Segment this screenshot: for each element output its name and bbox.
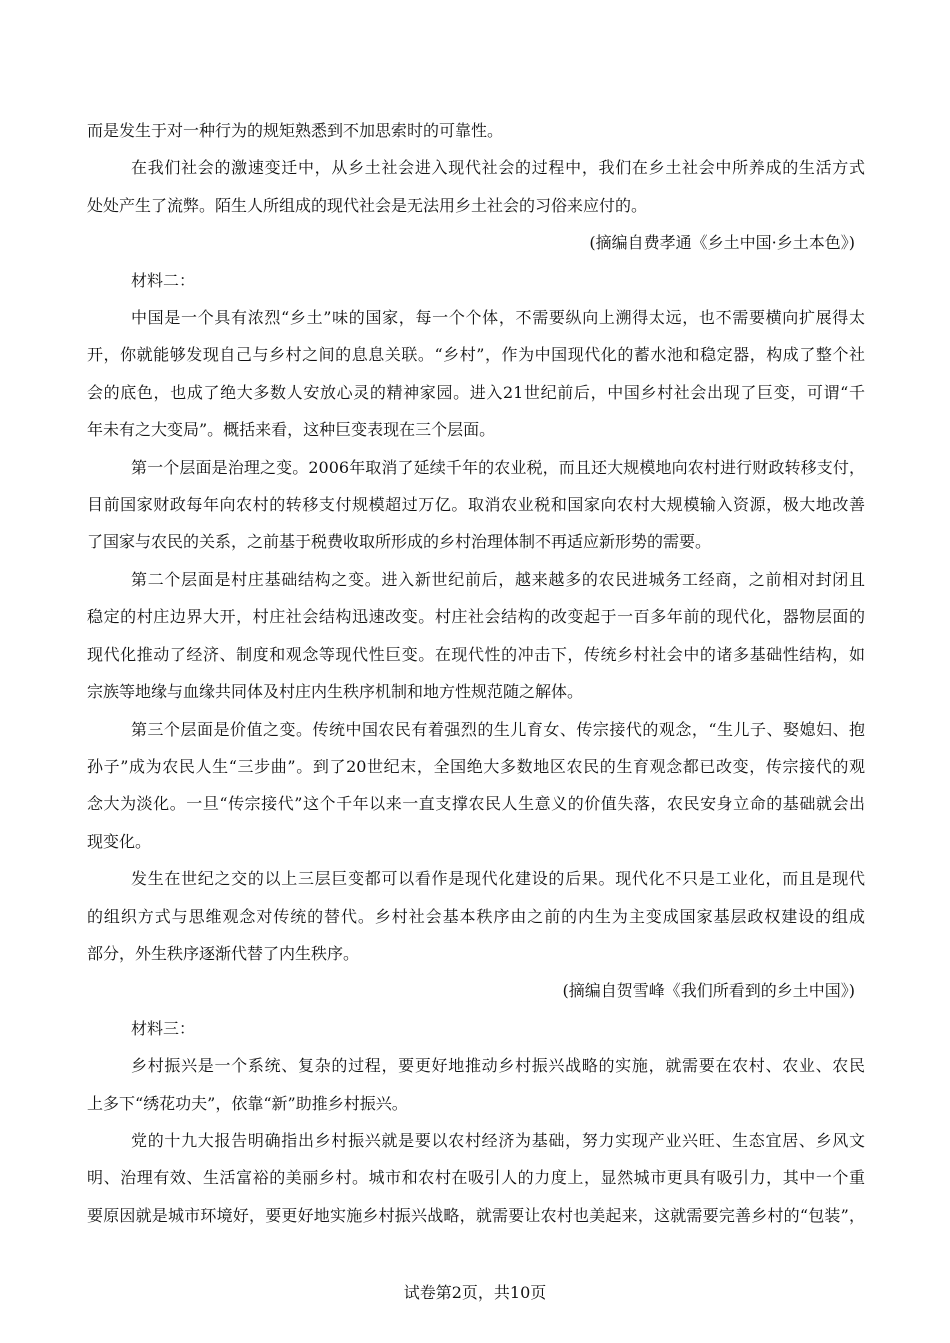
text-line: 现代化推动了经济、制度和观念等现代性巨变。在现代性的冲击下，传统乡村社会中的诸多基础性结构，如 — [87, 644, 865, 664]
text-line: 乡村振兴是一个系统、复杂的过程，要更好地推动乡村振兴战略的实施，就需要在农村、农业、农民 — [131, 1056, 865, 1076]
source-citation: (摘编自贺雪峰《我们所看到的乡土中国》) — [562, 981, 855, 1001]
text-line: 的组织方式与思维观念对传统的替代。乡村社会基本秩序由之前的内生为主变成国家基层政权建设的组成 — [87, 906, 865, 926]
text-line: 年未有之大变局”。概括来看，这种巨变表现在三个层面。 — [87, 420, 496, 440]
text-line: 材料三： — [131, 1018, 196, 1038]
text-line: 了国家与农民的关系，之前基于税费收取所形成的乡村治理体制不再适应新形势的需要。 — [87, 532, 712, 552]
text-line: 明、治理有效、生活富裕的美丽乡村。城市和农村在吸引人的力度上，显然城市更具有吸引力，其中一个重 — [87, 1168, 865, 1188]
document-body — [87, 0, 865, 1234]
text-line: 中国是一个具有浓烈“乡土”味的国家，每一个个体，不需要纵向上溯得太远，也不需要横向扩展得太 — [131, 308, 865, 328]
text-line: 在我们社会的激速变迁中，从乡土社会进入现代社会的过程中，我们在乡土社会中所养成的生活方式 — [131, 158, 865, 178]
text-line: 党的十九大报告明确指出乡村振兴就是要以农村经济为基础，努力实现产业兴旺、生态宜居、乡风文 — [131, 1130, 865, 1150]
text-line: 上多下“绣花功夫”，依靠“新”助推乡村振兴。 — [87, 1093, 408, 1113]
text-line: 稳定的村庄边界大开，村庄社会结构迅速改变。村庄社会结构的改变起于一百多年前的现代化，器物层面的 — [87, 607, 865, 627]
text-line: 第二个层面是村庄基础结构之变。进入新世纪前后，越来越多的农民进城务工经商，之前相对封闭且 — [131, 569, 865, 589]
text-line: 发生在世纪之交的以上三层巨变都可以看作是现代化建设的后果。现代化不只是工业化，而且是现代 — [131, 869, 865, 889]
text-line: 开，你就能够发现自己与乡村之间的息息关联。“乡村”，作为中国现代化的蓄水池和稳定器，构成了整个社 — [87, 345, 865, 365]
text-line: 而是发生于对一种行为的规矩熟悉到不加思索时的可靠性。 — [87, 121, 504, 140]
text-line: 念大为淡化。一旦“传宗接代”这个千年以来一直支撑农民人生意义的价值失落，农民安身立命的基础就会出 — [87, 794, 865, 814]
text-line: 会的底色，也成了绝大多数人安放心灵的精神家园。进入21世纪前后，中国乡村社会出现了巨变，可谓“千 — [87, 382, 865, 402]
page-footer: 试卷第2页，共10页 — [403, 1283, 547, 1303]
text-line: 孙子”成为农民人生“三步曲”。到了20世纪末，全国绝大多数地区农民的生育观念都已改变，传宗接代的观 — [87, 756, 865, 776]
text-line: 要原因就是城市环境好，要更好地实施乡村振兴战略，就需要让农村也美起来，这就需要完善乡村的“包装”， — [87, 1205, 865, 1225]
text-line: 宗族等地缘与血缘共同体及村庄内生秩序机制和地方性规范随之解体。 — [87, 682, 584, 702]
source-citation: (摘编自费孝通《乡土中国·乡土本色》) — [589, 233, 855, 253]
text-line: 部分，外生秩序逐渐代替了内生秩序。 — [87, 943, 360, 963]
text-line: 目前国家财政每年向农村的转移支付规模超过万亿。取消农业税和国家向农村大规模输入资源，极大地改善 — [87, 495, 865, 515]
text-line: 处处产生了流弊。陌生人所组成的现代社会是无法用乡土社会的习俗来应付的。 — [87, 195, 648, 215]
text-line: 第三个层面是价值之变。传统中国农民有着强烈的生儿育女、传宗接代的观念，“生儿子、娶媳妇、抱 — [131, 719, 865, 739]
text-line: 材料二： — [131, 270, 196, 290]
text-line: 现变化。 — [87, 831, 152, 851]
text-line: 第一个层面是治理之变。2006年取消了延续千年的农业税，而且还大规模地向农村进行财政转移支付， — [131, 457, 865, 477]
